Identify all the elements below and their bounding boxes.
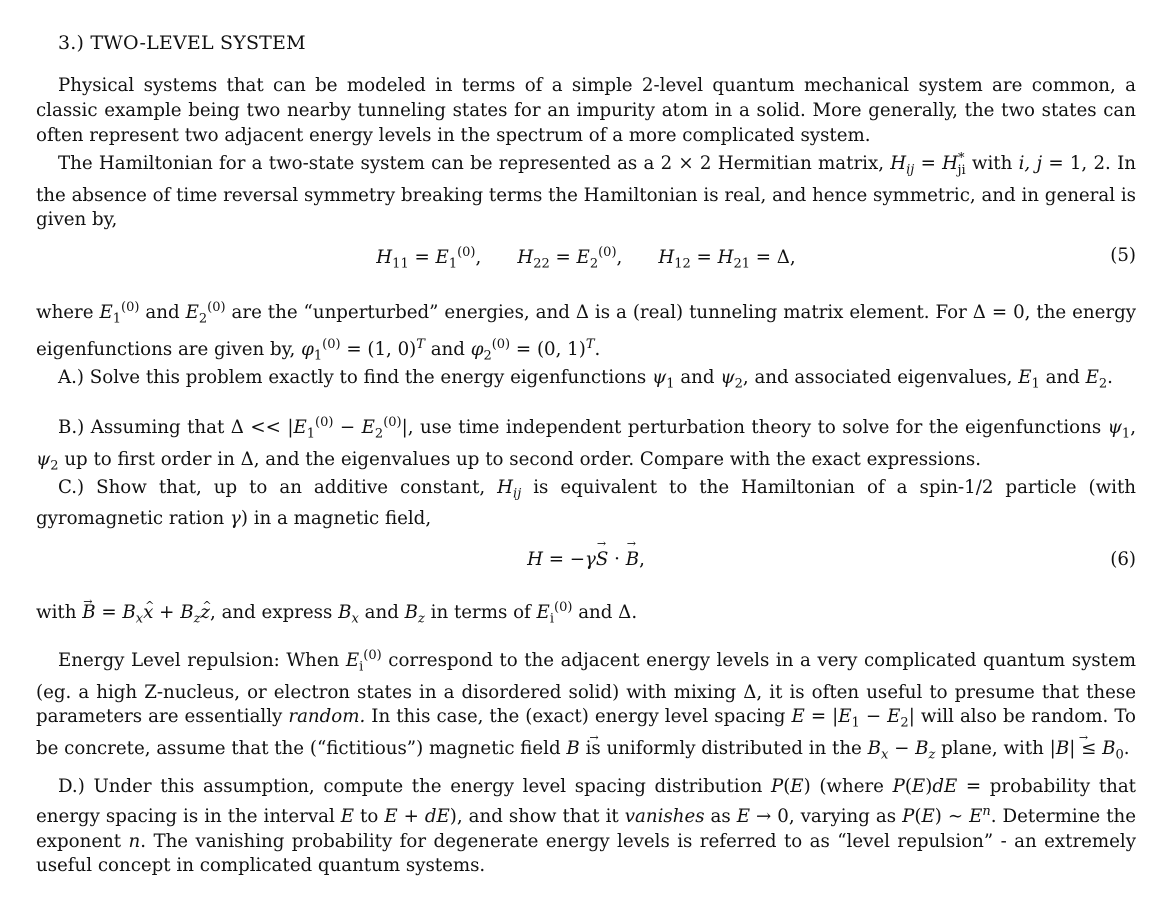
unperturbed-paragraph: where $E_1^{(0)}$ and $E_2^{(0)}$ are the “unperturbed” energies, and Δ is a (real) tunneling matrix element. For Δ = 0, the energy eigenfunctions are given by, $\varphi_1^{(0)} = (1$, 0)$^T$ and $\varphi_2^{(0)} = (0$, 1)$^T$. <box>36 300 1136 364</box>
hamiltonian-paragraph: The Hamiltonian for a two-state system can be represented as a 2 × 2 Hermitian matrix, $H_{ij} = H^*_{ji}$ with i, j = 1, 2. In the absence of time reversal symmetry breaking terms the Hamiltonian is real, and hence symmetric, and in general is given by, <box>36 151 1136 231</box>
equation-6: H = −γ→ S · → B, (6) <box>36 549 1136 579</box>
part-a: A.) Solve this problem exactly to find the energy eigenfunctions $\psi_1$ and $\psi_2$, and associated eigenvalues, $E_1$ and $E_2$. <box>58 367 1113 392</box>
equation-5: $H_{11} = E_1^{(0)}$, $H_{22} = E_2^{(0)}$, $H_{12} = H_{21} = \Delta$, (5) <box>376 245 1136 272</box>
intro-paragraph: Physical systems that can be modeled in terms of a simple 2-level quantum mechanical system are common, a classic example being two nearby tunneling states for an impurity atom in a solid. More generally, the two states can often represent two adjacent energy levels in the spectrum of a more complicated system. <box>36 75 1136 146</box>
part-b: B.) Assuming that $\Delta << |E_1^{(0)} - E_2^{(0)}|$, use time independent perturbation theory to solve for the eigenfunctions $\psi_1$, $\psi_2$ up to first order in Δ, and the eigenvalues up to second order. Compare with the exact expressions. <box>36 415 1136 474</box>
section-heading: 3.) TWO-LEVEL SYSTEM <box>58 32 306 54</box>
equation-5-number: (5) <box>1110 245 1136 266</box>
part-c: C.) Show that, up to an additive constant, $H_{ij}$ is equivalent to the Hamiltonian of a spin-1/2 particle (with gyromagnetic ration γ) in a magnetic field, <box>36 477 1136 530</box>
part-d: D.) Under this assumption, compute the energy level spacing distribution P(E) (where P(E)dE = probability that energy spacing is in the interval E to E + dE), and show that it vanishes as E → 0, varying as P(E) ∼ $E^n$. Determine the exponent n. The vanishing probability for degenerate energy levels is referred to as “level repulsion” - an extremely useful concept in complicated quantum systems. <box>36 776 1136 877</box>
level-repulsion-paragraph: Energy Level repulsion: When $E_i^{(0)}$ correspond to the adjacent energy levels in a very complicated quantum system (eg. a high Z-nucleus, or electron states in a disordered solid) with mixing Δ, it is often useful to presume that these parameters are essentially random. In this case, the (exact) energy level spacing $E = |E_1 - E_2|$ will also be random. To be concrete, assume that the (“fictitious”) magnetic field → B is uniformly distributed in the $B_x - B_z$ plane, with |→ $B| \le B_0$. <box>36 644 1136 768</box>
field-components-line: with → $B = B_x\^{}$ $x + B_z\^{}$ z, and express $B_x$ and $B_z$ in terms of $E_i^{(0)}$ and Δ. <box>36 596 1136 633</box>
equation-6-number: (6) <box>1110 549 1136 570</box>
